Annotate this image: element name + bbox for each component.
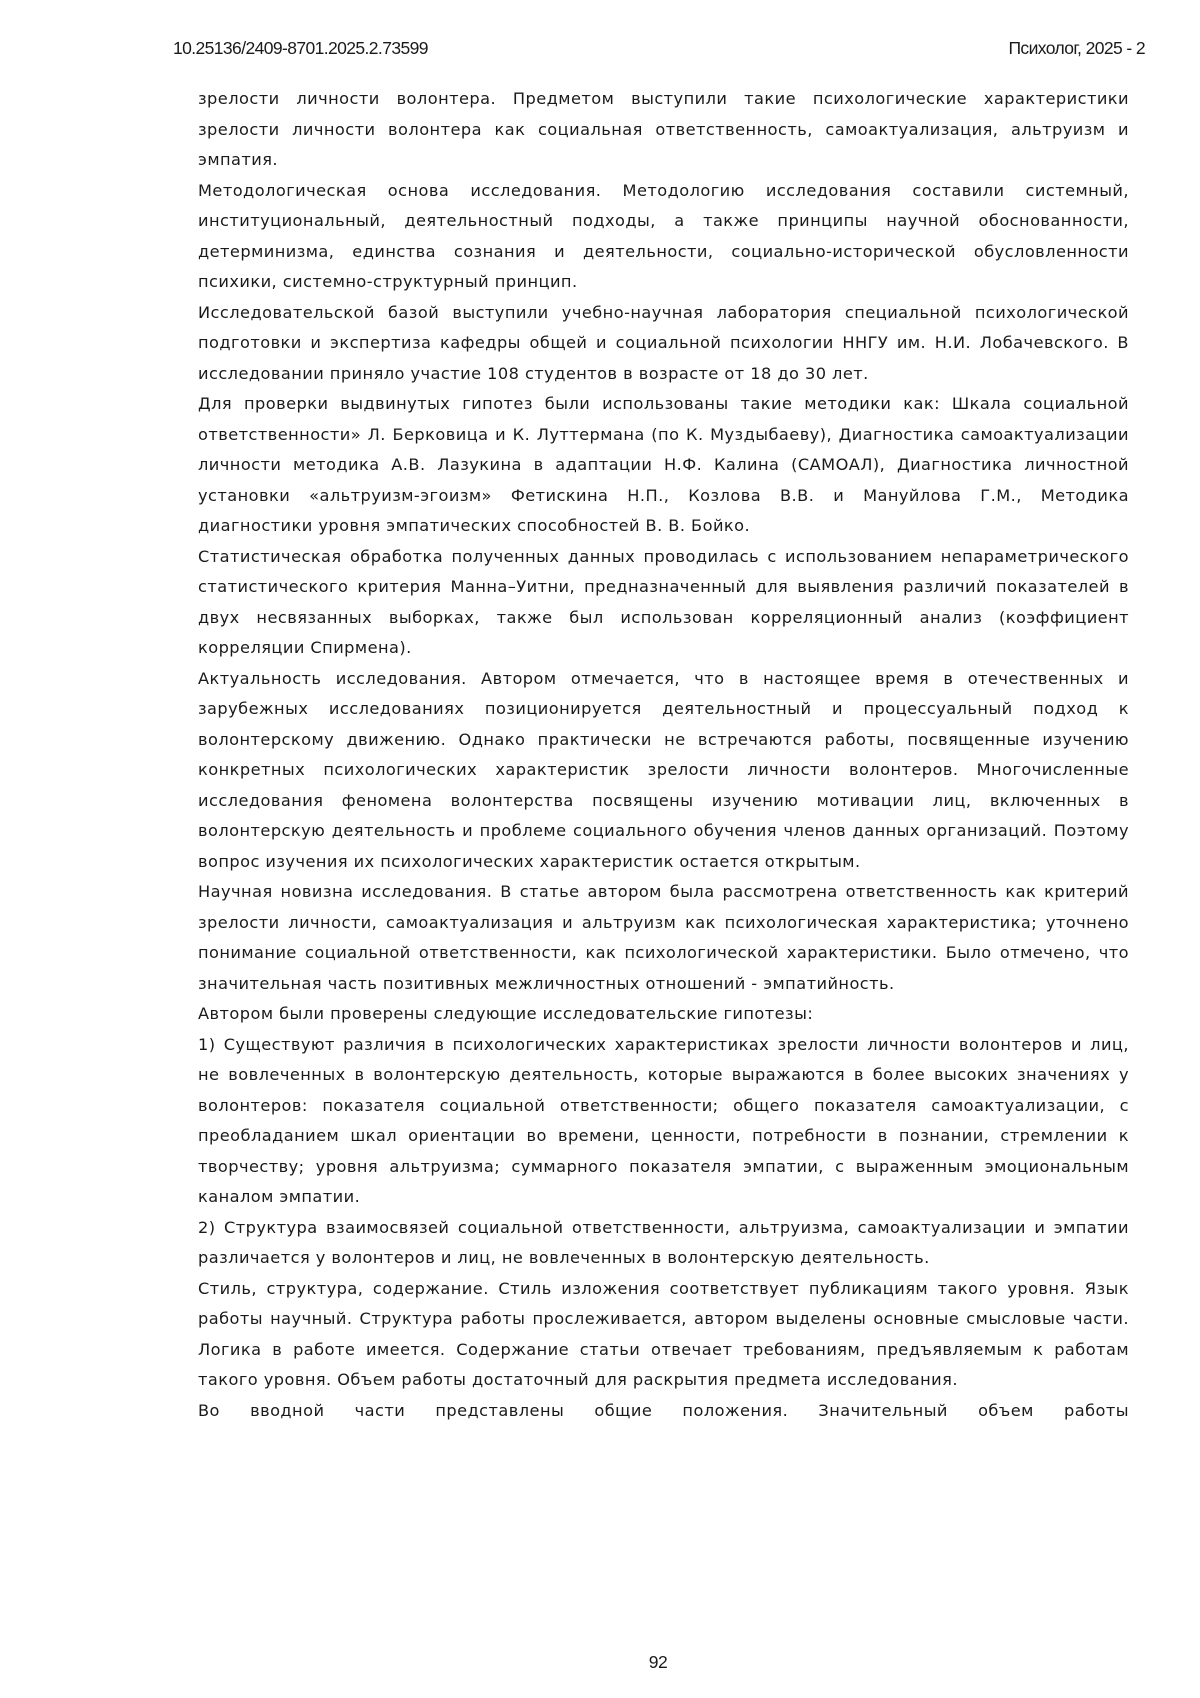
paragraph: Статистическая обработка полученных данных проводилась с использованием непараметрического статистического критерия Манна–Уитни, предназначенный для выявления различий показателей в двух несвязанных выборках, также был использован корреляционный анализ (коэффициент корреляции Спирмена).: [198, 546, 1129, 657]
paragraph: Автором были проверены следующие исследовательские гипотезы:: [198, 1004, 814, 1023]
article-body: [198, 84, 1129, 1426]
doi-text: 10.25136/2409-8701.2025.2.73599: [173, 38, 428, 58]
paragraph: зрелости личности волонтера. Предметом выступили такие психологические характеристики зрелости личности волонтера как социальная ответственность, самоактуализация, альтруизм и эмпатия.: [198, 89, 1129, 169]
paragraph: Методологическая основа исследования. Методологию исследования составили системный, институциональный, деятельностный подходы, а также принципы научной обоснованности, детерминизма, единства сознания и деятельности, социально-исторической обусловленности психики, системно-структурный принцип.: [198, 180, 1129, 291]
paragraph: 1) Существуют различия в психологических характеристиках зрелости личности волонтеров и лиц, не вовлеченных в волонтерскую деятельность, которые выражаются в более высоких значениях у волонтеров: показателя социальной ответственности; общего показателя самоактуализации, с преобладанием шкал ориентации во времени, ценности, потребности в познании, стремлении к творчеству; уровня альтруизма; суммарного показателя эмпатии, с выраженным эмоциональным каналом эмпатии.: [198, 1034, 1129, 1206]
page-header: [173, 38, 1145, 59]
page-number: 92: [648, 1652, 668, 1672]
paragraph: Актуальность исследования. Автором отмечается, что в настоящее время в отечественных и зарубежных исследованиях позиционируется деятельностный и процессуальный подход к волонтерскому движению. Однако практически не встречаются работы, посвященные изучению конкретных психологических характеристик зрелости личности волонтеров. Многочисленные исследования феномена волонтерства посвящены изучению мотивации лиц, включенных в волонтерскую деятельность и проблеме социального обучения членов данных организаций. Поэтому вопрос изучения их психологических характеристик остается открытым.: [198, 668, 1129, 871]
paragraph-continued: Во вводной части представлены общие положения. Значительный объем работы: [198, 1400, 1129, 1420]
paragraph: Для проверки выдвинутых гипотез были использованы такие методики как: Шкала социальной ответственности» Л. Берковица и К. Луттермана (по К. Муздыбаеву), Диагностика самоактуализации личности методика А.В. Лазукина в адаптации Н.Ф. Калина (САМОАЛ), Диагностика личностной установки «альтруизм-эгоизм» Фетискина Н.П., Козлова В.В. и Мануйлова Г.М., Методика диагностики уровня эмпатических способностей В. В. Бойко.: [198, 394, 1129, 535]
paragraph: Стиль, структура, содержание. Стиль изложения соответствует публикациям такого уровня. Язык работы научный. Структура работы прослеживается, автором выделены основные смысловые части. Логика в работе имеется. Содержание статьи отвечает требованиям, предъявляемым к работам такого уровня. Объем работы достаточный для раскрытия предмета исследования.: [198, 1278, 1129, 1389]
paragraph: 2) Структура взаимосвязей социальной ответственности, альтруизма, самоактуализации и эмпатии различается у волонтеров и лиц, не вовлеченных в волонтерскую деятельность.: [198, 1217, 1129, 1267]
journal-issue: Психолог, 2025 - 2: [1008, 38, 1145, 58]
paragraph: Исследовательской базой выступили учебно-научная лаборатория специальной психологической подготовки и экспертиза кафедры общей и социальной психологии ННГУ им. Н.И. Лобачевского. В исследовании приняло участие 108 студентов в возрасте от 18 до 30 лет.: [198, 302, 1129, 383]
paragraph: Научная новизна исследования. В статье автором была рассмотрена ответственность как критерий зрелости личности, самоактуализация и альтруизм как психологическая характеристика; уточнено понимание социальной ответственности, как психологической характеристики. Было отмечено, что значительная часть позитивных межличностных отношений - эмпатийность.: [198, 882, 1129, 993]
